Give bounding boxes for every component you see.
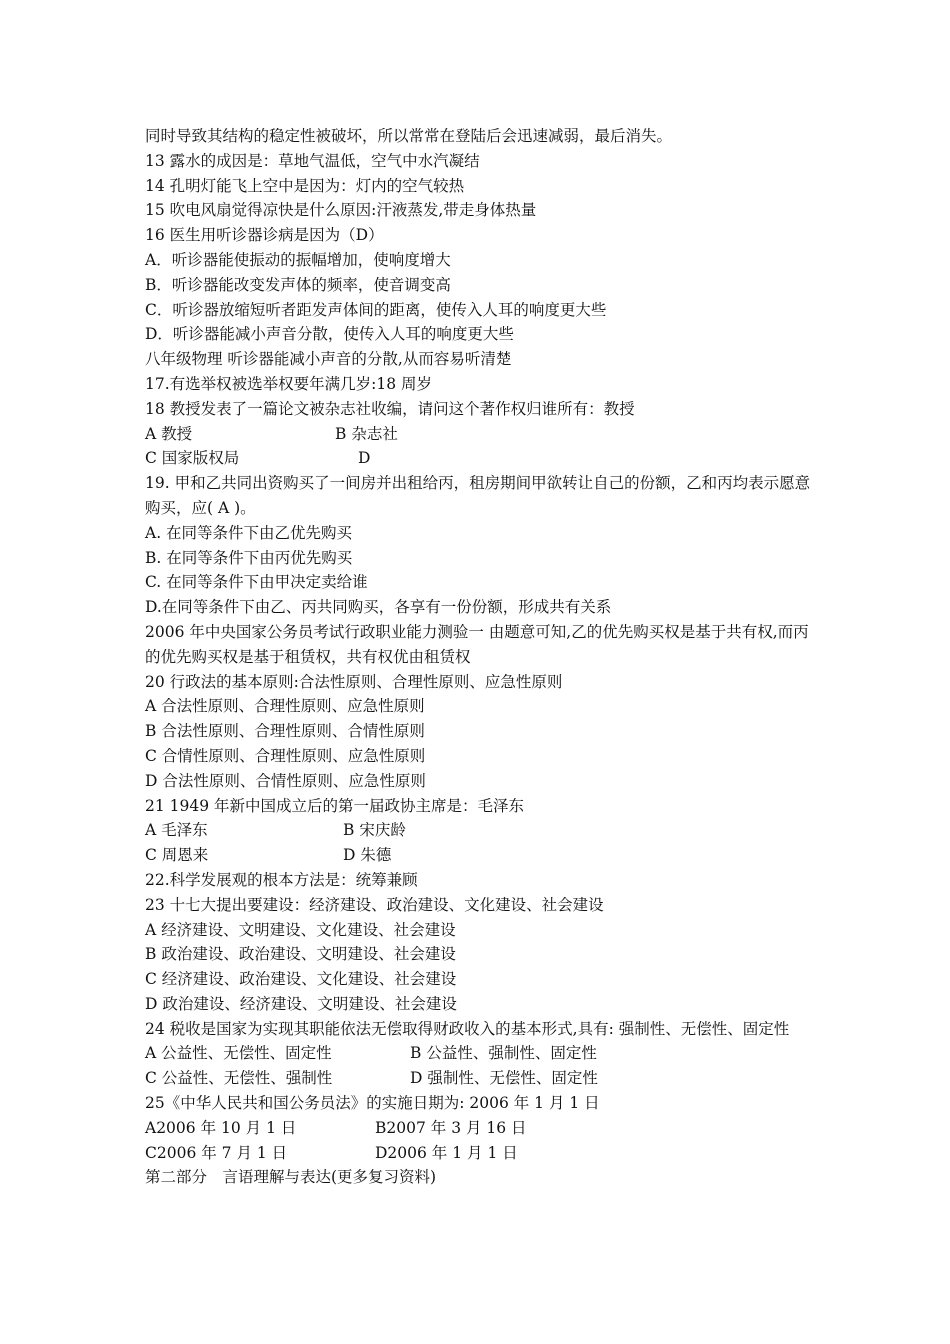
option-a: A 教授	[145, 424, 193, 443]
option-d: D	[358, 449, 371, 468]
option-d: D 合法性原则、合情性原则、应急性原则	[145, 771, 426, 790]
question-13: 13 露水的成因是：草地气温低，空气中水汽凝结	[145, 151, 480, 170]
option-c: C 周恩来	[145, 846, 209, 865]
option-a: A．听诊器能使振动的振幅增加，使响度增大	[145, 250, 451, 269]
option-d: D 强制性、无偿性、固定性	[410, 1069, 598, 1088]
option-c: C 经济建设、政治建设、文化建设、社会建设	[145, 970, 457, 989]
option-row	[145, 446, 813, 471]
option-d: D．听诊器能减小声音分散，使传入人耳的响度更大些	[145, 325, 514, 344]
question-20: 20 行政法的基本原则:合法性原则、合理性原则、应急性原则	[145, 672, 563, 691]
option-a: A 毛泽东	[145, 821, 208, 840]
option-a: A 公益性、无偿性、固定性	[145, 1044, 332, 1063]
option-c: C. 在同等条件下由甲决定卖给谁	[145, 573, 368, 592]
question-25: 25《中华人民共和国公务员法》的实施日期为: 2006 年 1 月 1 日	[145, 1094, 600, 1113]
explanation-line: 八年级物理 听诊器能减小声音的分散,从而容易听清楚	[145, 350, 512, 369]
question-21: 21 1949 年新中国成立后的第一届政协主席是：毛泽东	[145, 796, 525, 815]
explanation-line: 2006 年中央国家公务员考试行政职业能力测验一 由题意可知,乙的优先购买权是基于共有权,而丙的优先购买权是基于租赁权，共有权优由租赁权	[145, 622, 809, 666]
option-b: B 政治建设、政治建设、文明建设、社会建设	[145, 945, 456, 964]
option-d: D.在同等条件下由乙、丙共同购买，各享有一份份额，形成共有关系	[145, 598, 612, 617]
option-b: B 宋庆龄	[343, 821, 406, 840]
option-d: D 朱德	[343, 846, 392, 865]
option-c: C 合情性原则、合理性原则、应急性原则	[145, 746, 426, 765]
option-c: C2006 年 7 月 1 日	[145, 1143, 288, 1162]
question-14: 14 孔明灯能飞上空中是因为：灯内的空气较热	[145, 176, 465, 195]
option-a: A 经济建设、文明建设、文化建设、社会建设	[145, 920, 456, 939]
option-row	[145, 1041, 813, 1066]
option-b: B 杂志社	[335, 424, 398, 443]
option-d: D 政治建设、经济建设、文明建设、社会建设	[145, 994, 457, 1013]
question-16: 16 医生用听诊器诊病是因为（D）	[145, 226, 384, 245]
question-15: 15 吹电风扇觉得凉快是什么原因:汗液蒸发,带走身体热量	[145, 201, 537, 220]
option-row	[145, 818, 813, 843]
question-17: 17.有选举权被选举权要年满几岁:18 周岁	[145, 374, 433, 393]
question-18: 18 教授发表了一篇论文被杂志社收编，请问这个著作权归谁所有：教授	[145, 399, 635, 418]
option-b: B2007 年 3 月 16 日	[375, 1118, 527, 1137]
option-b: B 公益性、强制性、固定性	[410, 1044, 597, 1063]
option-c: C 公益性、无偿性、强制性	[145, 1069, 333, 1088]
question-24: 24 税收是国家为实现其职能依法无偿取得财政收入的基本形式,具有: 强制性、无偿性、固定性	[145, 1019, 790, 1038]
document-page	[145, 124, 813, 1190]
option-d: D2006 年 1 月 1 日	[375, 1143, 518, 1162]
option-c: C．听诊器放缩短听者距发声体间的距离，使传入人耳的响度更大些	[145, 300, 607, 319]
option-row	[145, 422, 813, 447]
option-row	[145, 1116, 813, 1141]
option-b: B. 在同等条件下由丙优先购买	[145, 548, 353, 567]
option-row	[145, 843, 813, 868]
question-19: 19. 甲和乙共同出资购买了一间房并出租给丙，租房期间甲欲转让自己的份额，乙和丙均表示愿意购买，应( A )。	[145, 474, 811, 517]
option-a: A2006 年 10 月 1 日	[145, 1118, 297, 1137]
option-b: B 合法性原则、合理性原则、合情性原则	[145, 722, 425, 741]
option-b: B．听诊器能改变发声体的频率，使音调变高	[145, 275, 451, 294]
option-a: A. 在同等条件下由乙优先购买	[145, 523, 353, 542]
question-22: 22.科学发展观的根本方法是：统筹兼顾	[145, 870, 418, 889]
option-row	[145, 1141, 813, 1166]
option-row	[145, 1066, 813, 1091]
question-23: 23 十七大提出要建设：经济建设、政治建设、文化建设、社会建设	[145, 895, 604, 914]
section-heading: 第二部分 言语理解与表达(更多复习资料)	[145, 1168, 437, 1187]
option-c: C 国家版权局	[145, 449, 240, 468]
option-a: A 合法性原则、合理性原则、应急性原则	[145, 697, 425, 716]
text-line: 同时导致其结构的稳定性被破坏，所以常常在登陆后会迅速减弱，最后消失。	[145, 127, 673, 145]
